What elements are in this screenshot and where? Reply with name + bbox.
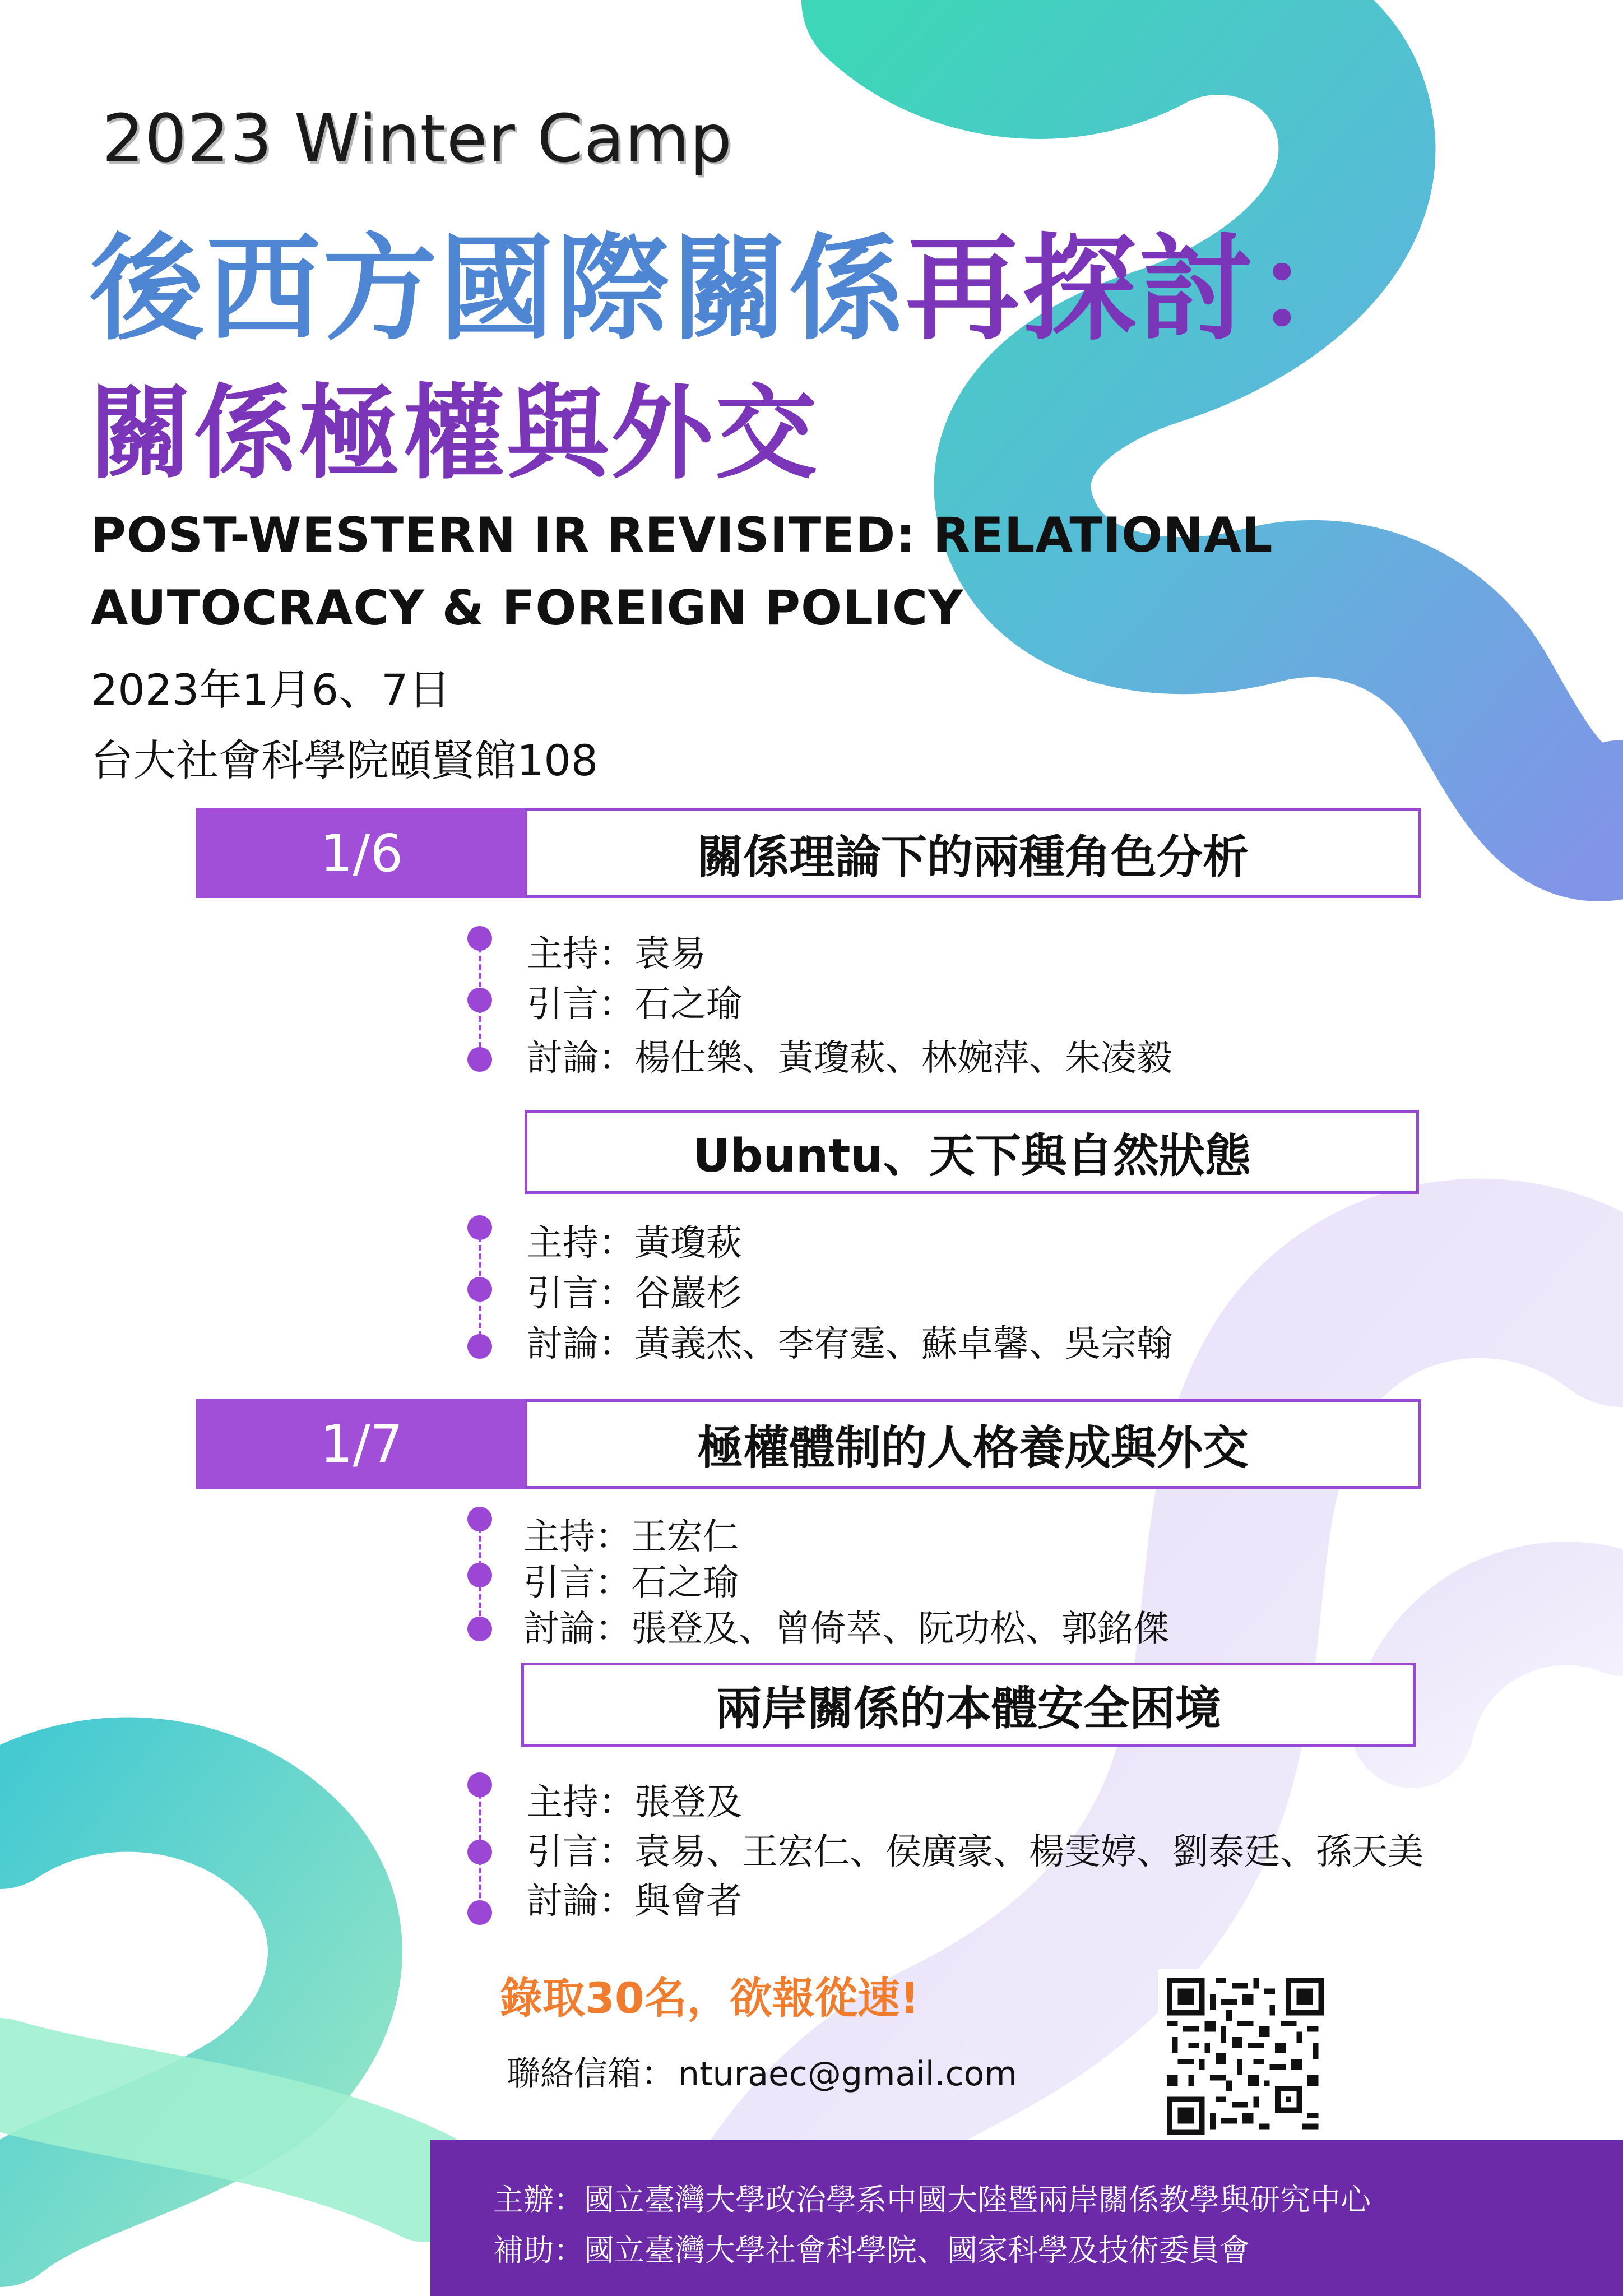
- timeline-dot: [467, 926, 492, 951]
- main-title-purple: 再探討：: [906, 223, 1372, 356]
- timeline: [463, 926, 497, 1077]
- day-1-date-tag: 1/6: [196, 808, 527, 898]
- role-intro: 引言：袁易、王宏仁、侯廣豪、楊雯婷、劉泰廷、孫天美: [527, 1831, 1423, 1873]
- role-discussion: 討論：張登及、曾倚萃、阮功松、郭銘傑: [523, 1608, 1169, 1650]
- main-title: [90, 197, 1372, 362]
- contact-email[interactable]: nturaec@gmail.com: [678, 2054, 1017, 2094]
- timeline: [463, 1772, 497, 1927]
- footer-organizer: 主辦：國立臺灣大學政治學系中國大陸暨兩岸關係教學與研究中心: [493, 2182, 1371, 2218]
- contact-info: [507, 2047, 1017, 2095]
- session-title: 極權體制的人格養成與外交: [525, 1399, 1421, 1489]
- timeline-dot: [467, 1507, 492, 1531]
- timeline-dot: [467, 1334, 492, 1359]
- session-title: 兩岸關係的本體安全困境: [521, 1663, 1416, 1747]
- timeline-dot: [467, 988, 492, 1012]
- timeline-dot: [467, 1047, 492, 1072]
- day-2-date-tag: 1/7: [196, 1399, 527, 1489]
- role-intro: 引言：谷巖杉: [527, 1273, 742, 1314]
- timeline-dot: [467, 1215, 492, 1240]
- subtitle: 關係極權與外交: [90, 374, 819, 493]
- timeline: [463, 1215, 497, 1367]
- timeline-dot: [467, 1277, 492, 1302]
- timeline: [463, 1507, 497, 1654]
- session-title: 關係理論下的兩種角色分析: [525, 808, 1421, 898]
- contact-label: 聯絡信箱：: [507, 2054, 675, 2094]
- role-host: 主持：王宏仁: [523, 1516, 739, 1558]
- qr-code-graphic: [1167, 1978, 1324, 2135]
- timeline-dot: [467, 1840, 492, 1864]
- event-date: 2023年1月6、7日: [91, 665, 451, 715]
- english-title: [91, 499, 1273, 645]
- role-host: 主持：黃瓊萩: [527, 1223, 742, 1264]
- main-title-blue: 後西方國際關係: [90, 223, 906, 356]
- event-venue: 台大社會科學院頤賢館108: [91, 735, 599, 785]
- english-title-line2: AUTOCRACY & FOREIGN POLICY: [91, 580, 964, 636]
- timeline-dot: [467, 1772, 492, 1797]
- role-intro: 引言：石之瑜: [523, 1562, 739, 1604]
- role-intro: 引言：石之瑜: [527, 984, 742, 1025]
- camp-title: 2023 Winter Camp: [102, 100, 732, 177]
- role-host: 主持：袁易: [527, 933, 706, 975]
- role-discussion: 討論：黃義杰、李宥霆、蘇卓馨、吳宗翰: [527, 1323, 1172, 1365]
- timeline-dot: [467, 1563, 492, 1587]
- role-host: 主持：張登及: [527, 1782, 742, 1823]
- english-title-line1: POST-WESTERN IR REVISITED: RELATIONAL: [91, 507, 1273, 563]
- timeline-dot: [467, 1617, 492, 1641]
- session-title: Ubuntu、天下與自然狀態: [525, 1110, 1419, 1194]
- footer-sponsor: 補助：國立臺灣大學社會科學院、國家科學及技術委員會: [493, 2233, 1250, 2268]
- role-discussion: 討論：楊仕樂、黃瓊萩、林婉萍、朱凌毅: [527, 1038, 1172, 1079]
- registration-promo: 錄取30名，欲報從速!: [500, 1973, 920, 2023]
- timeline-dot: [467, 1900, 492, 1925]
- role-discussion: 討論：與會者: [527, 1881, 742, 1922]
- qr-code-icon[interactable]: [1158, 1969, 1333, 2144]
